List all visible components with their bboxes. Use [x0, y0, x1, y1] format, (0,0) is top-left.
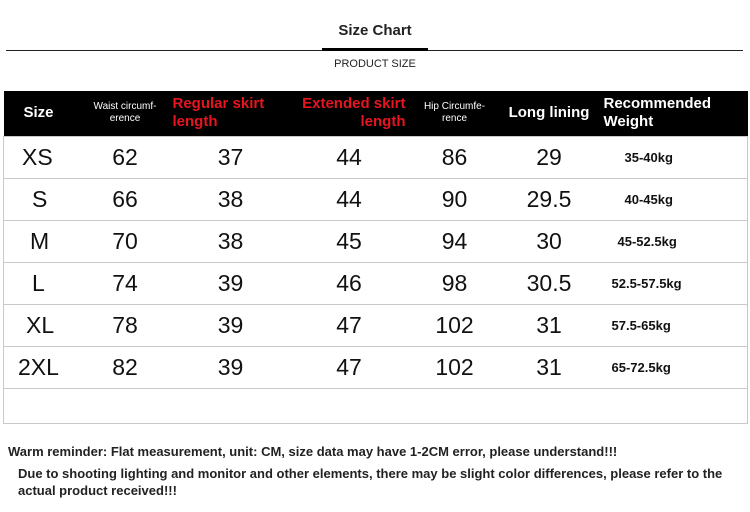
- cell-hip: 102: [410, 346, 500, 388]
- table-row: [4, 220, 748, 262]
- table-row: [4, 304, 748, 346]
- column-header-weight: Recommended Weight: [603, 95, 712, 131]
- cell-long-lining: 31: [500, 304, 599, 346]
- cell-size: S: [4, 178, 78, 220]
- cell-waist: 66: [78, 178, 173, 220]
- cell-extended-length: 47: [289, 304, 410, 346]
- cell-extended-length: 45: [289, 220, 410, 262]
- warm-reminder-note: Warm reminder: Flat measurement, unit: CM, size data may have 1-2CM error, please understand!!!: [8, 444, 618, 459]
- cell-waist: 82: [78, 346, 173, 388]
- cell-weight: 65-72.5kg: [599, 346, 748, 388]
- cell-waist: 70: [78, 220, 173, 262]
- cell-extended-length: 44: [289, 178, 410, 220]
- page-subtitle: PRODUCT SIZE: [334, 58, 416, 70]
- cell-regular-length: 37: [173, 136, 289, 178]
- cell-hip: 98: [410, 262, 500, 304]
- cell-size: M: [4, 220, 78, 262]
- cell-size: 2XL: [4, 346, 78, 388]
- cell-size: L: [4, 262, 78, 304]
- table-row-empty: [4, 388, 748, 423]
- page-title: Size Chart: [338, 22, 412, 39]
- cell-waist: 74: [78, 262, 173, 304]
- color-disclaimer-note: Due to shooting lighting and monitor and other elements, there may be slight color differences, please refer to the actual product received!!!: [18, 466, 723, 498]
- cell-long-lining: 30.5: [500, 262, 599, 304]
- cell-waist: 62: [78, 136, 173, 178]
- column-header-hip: Hip Circumfe- rence: [423, 101, 486, 125]
- cell-long-lining: 29: [500, 136, 599, 178]
- table-row: [4, 136, 748, 178]
- title-divider-accent: [322, 48, 428, 51]
- cell-long-lining: 30: [500, 220, 599, 262]
- cell-weight: 35-40kg: [599, 136, 748, 178]
- size-chart-table: [3, 91, 748, 424]
- cell-weight: 45-52.5kg: [599, 220, 748, 262]
- cell-weight: 57.5-65kg: [599, 304, 748, 346]
- cell-hip: 86: [410, 136, 500, 178]
- cell-size: XS: [4, 136, 78, 178]
- cell-hip: 90: [410, 178, 500, 220]
- column-header-regular-length: Regular skirt length: [172, 95, 265, 131]
- column-header-extended-length: Extended skirt length: [302, 95, 406, 131]
- column-header-waist: Waist circumf- erence: [93, 101, 157, 125]
- table-header-row: [4, 91, 748, 136]
- cell-long-lining: 31: [500, 346, 599, 388]
- cell-hip: 102: [410, 304, 500, 346]
- cell-weight: 40-45kg: [599, 178, 748, 220]
- cell-extended-length: 44: [289, 136, 410, 178]
- table-row: [4, 178, 748, 220]
- cell-regular-length: 38: [173, 220, 289, 262]
- cell-size: XL: [4, 304, 78, 346]
- cell-extended-length: 46: [289, 262, 410, 304]
- cell-hip: 94: [410, 220, 500, 262]
- empty-cell: [4, 388, 748, 423]
- cell-long-lining: 29.5: [500, 178, 599, 220]
- cell-regular-length: 39: [173, 346, 289, 388]
- cell-regular-length: 39: [173, 304, 289, 346]
- cell-extended-length: 47: [289, 346, 410, 388]
- cell-waist: 78: [78, 304, 173, 346]
- column-header-long-lining: Long lining: [508, 104, 590, 122]
- cell-weight: 52.5-57.5kg: [599, 262, 748, 304]
- cell-regular-length: 39: [173, 262, 289, 304]
- column-header-size: Size: [23, 104, 54, 122]
- table-row: [4, 262, 748, 304]
- table-row: [4, 346, 748, 388]
- cell-regular-length: 38: [173, 178, 289, 220]
